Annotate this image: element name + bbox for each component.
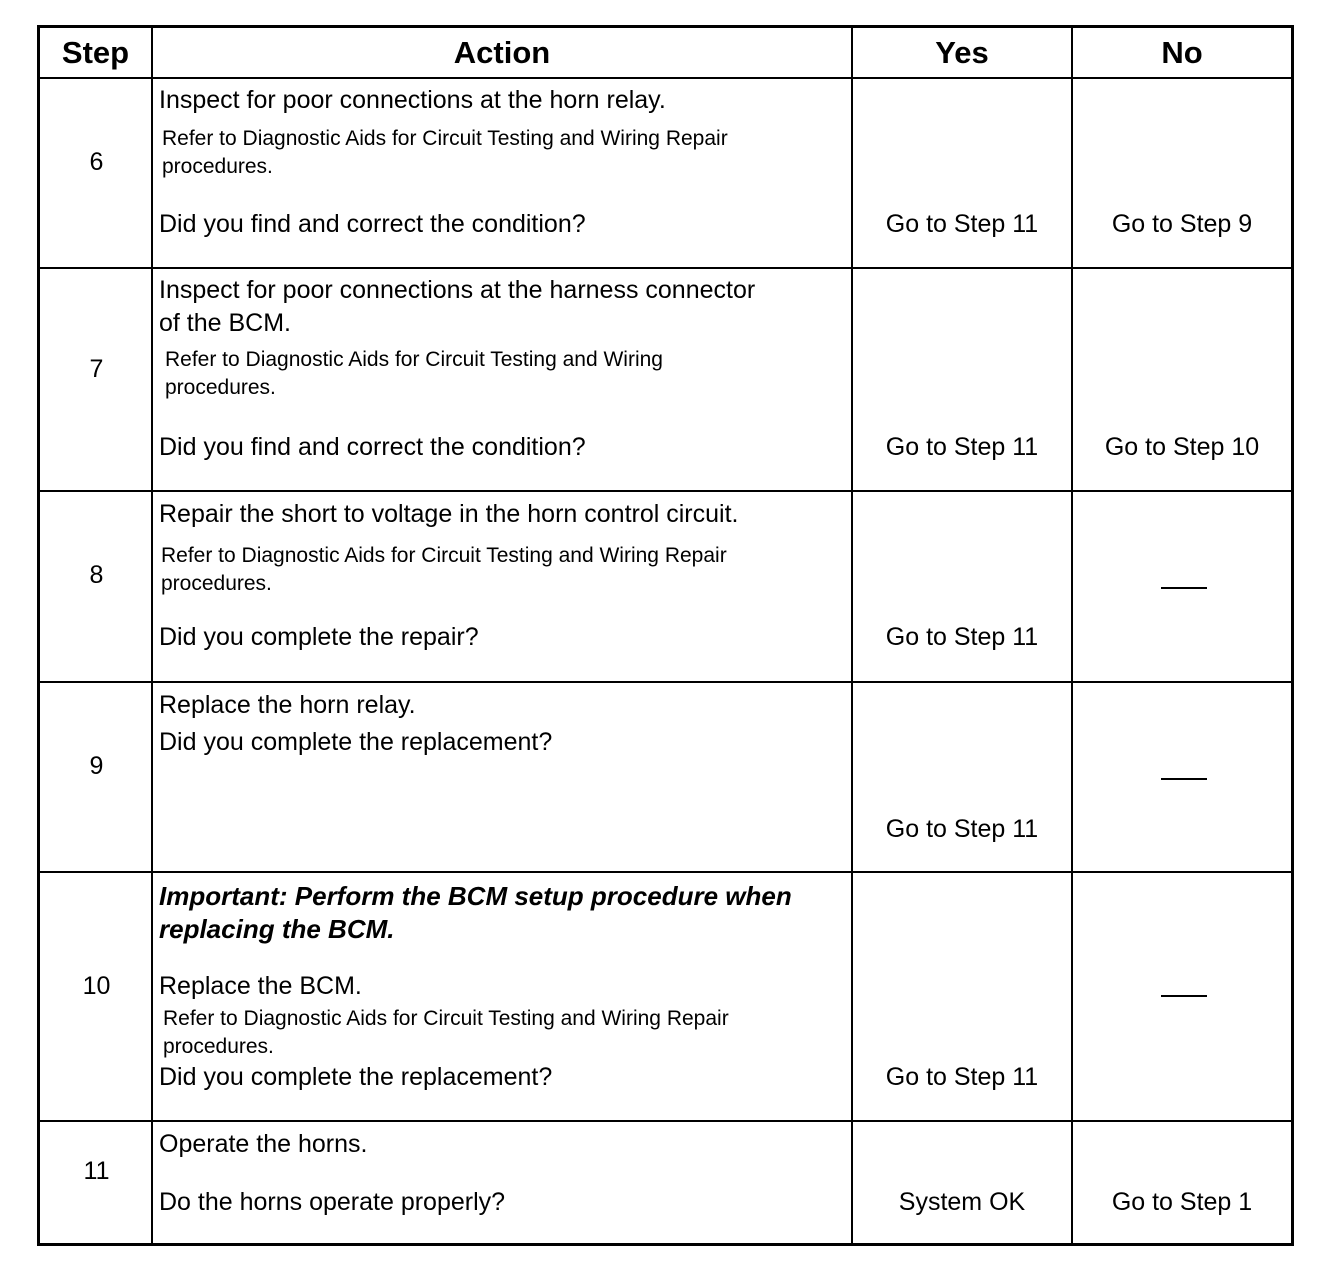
step-number: 8 [89, 561, 104, 589]
action-instruction: Inspect for poor connections at the horn relay. [159, 86, 666, 114]
yes-result: System OK [898, 1188, 1026, 1216]
diagnostic-table [37, 25, 1294, 1246]
important-note: Important: Perform the BCM setup procedure when [159, 881, 792, 911]
step-cell [40, 269, 153, 490]
no-cell [1073, 269, 1291, 490]
yes-cell [853, 79, 1073, 267]
no-result-dash [1161, 587, 1207, 589]
no-cell [1073, 492, 1291, 681]
step-number: 9 [89, 752, 104, 780]
no-result: Go to Step 9 [1111, 210, 1253, 238]
action-reference: procedures. [163, 1035, 274, 1058]
no-cell [1073, 1122, 1291, 1243]
yes-cell [853, 492, 1073, 681]
action-question: Do the horns operate properly? [159, 1188, 506, 1216]
table-row [40, 492, 1291, 683]
action-question: Did you find and correct the condition? [159, 210, 586, 238]
header-action: Action [153, 28, 853, 77]
step-cell [40, 492, 153, 681]
table-row [40, 1122, 1291, 1243]
action-reference: procedures. [165, 376, 276, 399]
action-cell [153, 873, 853, 1120]
action-cell [153, 79, 853, 267]
step-number: 6 [89, 148, 104, 176]
action-reference: procedures. [162, 155, 273, 178]
yes-cell [853, 269, 1073, 490]
action-instruction: Repair the short to voltage in the horn control circuit. [159, 500, 739, 528]
step-cell [40, 1122, 153, 1243]
action-instruction: Replace the BCM. [159, 972, 362, 1000]
no-result-dash [1161, 778, 1207, 780]
table-row [40, 683, 1291, 873]
table-header-row [40, 28, 1291, 79]
step-number: 10 [82, 972, 111, 1000]
yes-result: Go to Step 11 [885, 623, 1039, 651]
action-cell [153, 492, 853, 681]
no-cell [1073, 79, 1291, 267]
step-number: 11 [83, 1157, 110, 1185]
action-reference: Refer to Diagnostic Aids for Circuit Testing and Wiring Repair [162, 127, 728, 150]
important-note: replacing the BCM. [159, 914, 395, 944]
yes-result: Go to Step 11 [885, 210, 1039, 238]
action-cell [153, 269, 853, 490]
header-step: Step [40, 28, 153, 77]
header-yes: Yes [853, 28, 1073, 77]
step-cell [40, 873, 153, 1120]
no-cell [1073, 873, 1291, 1120]
no-cell [1073, 683, 1291, 871]
header-no: No [1161, 34, 1203, 70]
action-cell [153, 1122, 853, 1243]
yes-cell [853, 1122, 1073, 1243]
yes-result: Go to Step 11 [885, 433, 1039, 461]
no-result: Go to Step 10 [1104, 433, 1260, 461]
action-question: Did you complete the replacement? [159, 728, 553, 756]
action-reference: procedures. [161, 572, 272, 595]
action-cell [153, 683, 853, 871]
yes-cell [853, 683, 1073, 871]
action-reference: Refer to Diagnostic Aids for Circuit Testing and Wiring Repair [163, 1007, 729, 1030]
no-result: Go to Step 1 [1111, 1188, 1253, 1216]
action-reference: Refer to Diagnostic Aids for Circuit Testing and Wiring Repair [161, 544, 727, 567]
yes-result: Go to Step 11 [885, 1063, 1039, 1091]
step-cell [40, 79, 153, 267]
table-row [40, 269, 1291, 492]
table-row [40, 873, 1291, 1122]
yes-cell [853, 873, 1073, 1120]
action-question: Did you complete the repair? [159, 623, 479, 651]
action-instruction: Inspect for poor connections at the harness connector [159, 276, 756, 304]
action-instruction: of the BCM. [159, 309, 291, 337]
action-reference: Refer to Diagnostic Aids for Circuit Testing and Wiring [165, 348, 663, 371]
action-instruction: Replace the horn relay. [159, 691, 416, 719]
no-result-dash [1161, 995, 1207, 997]
step-cell [40, 683, 153, 871]
action-question: Did you find and correct the condition? [159, 433, 586, 461]
action-question: Did you complete the replacement? [159, 1063, 553, 1091]
yes-result: Go to Step 11 [885, 815, 1039, 843]
action-instruction: Operate the horns. [159, 1130, 368, 1158]
step-number: 7 [89, 355, 104, 383]
table-row [40, 79, 1291, 269]
